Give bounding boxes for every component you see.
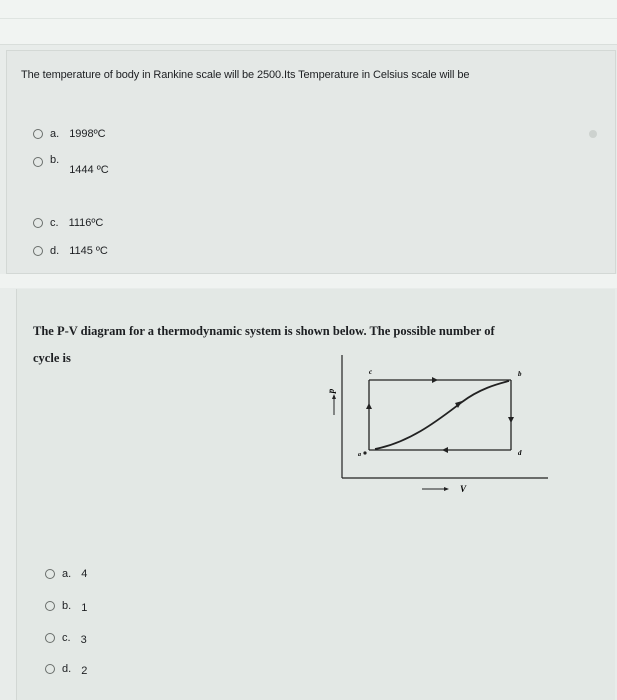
point-a-label: a — [358, 452, 361, 458]
question-1-text: The temperature of body in Rankine scale will be 2500.Its Temperature in Celsius scale will be — [21, 69, 470, 81]
p-axis-label: p — [326, 388, 336, 394]
radio-button[interactable] — [33, 129, 43, 139]
radio-button[interactable] — [33, 218, 43, 228]
question-2-option-b[interactable] — [45, 598, 87, 614]
arrow-left — [442, 447, 448, 453]
option-value: 1145 ºC — [69, 245, 108, 257]
question-2-text: The P-V diagram for a thermodynamic system is shown below. The possible number of cycle is — [33, 324, 495, 365]
question-2-option-d[interactable] — [45, 661, 87, 677]
radio-button[interactable] — [33, 157, 43, 167]
option-letter: b. — [50, 154, 60, 166]
option-value: 1 — [81, 602, 88, 614]
p-axis-arrowhead — [332, 394, 336, 399]
v-axis-label: V — [460, 484, 467, 494]
option-letter: d. — [50, 245, 60, 257]
v-axis-arrowhead — [444, 487, 449, 491]
option-value: 3 — [80, 634, 87, 646]
arrow-up — [366, 403, 372, 409]
option-value: 1444 ºC — [69, 164, 109, 176]
option-value: 2 — [81, 665, 88, 677]
question-2-option-c[interactable] — [45, 630, 87, 646]
radio-button[interactable] — [45, 633, 55, 643]
option-letter: b. — [62, 600, 72, 612]
question-1-option-a[interactable] — [33, 128, 106, 140]
card-separator — [0, 274, 617, 288]
option-letter: a. — [62, 568, 72, 580]
option-letter: d. — [62, 663, 72, 675]
option-letter: c. — [62, 632, 71, 644]
question-1-option-d[interactable] — [33, 245, 108, 257]
option-value: 1998ºC — [69, 128, 106, 140]
process-a-b-curve — [375, 381, 509, 449]
top-divider — [0, 18, 617, 19]
option-value: 1116ºC — [68, 217, 104, 229]
arrow-down — [508, 417, 514, 423]
arrow-right — [432, 377, 438, 383]
point-d-label: d — [518, 449, 522, 457]
question-1-option-b[interactable] — [33, 154, 109, 176]
question-card-1 — [6, 50, 616, 274]
flag-icon[interactable] — [589, 130, 597, 138]
option-value: 4 — [81, 568, 88, 580]
radio-button[interactable] — [33, 246, 43, 256]
radio-button[interactable] — [45, 664, 55, 674]
point-a-dot — [363, 451, 366, 454]
point-c-label: c — [369, 368, 373, 376]
option-letter: a. — [50, 128, 60, 140]
question-card-2 — [16, 289, 615, 700]
top-bar — [0, 0, 617, 45]
radio-button[interactable] — [45, 569, 55, 579]
question-1-option-c[interactable] — [33, 217, 103, 229]
option-letter: c. — [50, 217, 59, 229]
point-b-label: b — [518, 370, 522, 378]
question-2-option-a[interactable] — [45, 568, 87, 580]
radio-button[interactable] — [45, 601, 55, 611]
pv-diagram — [322, 347, 552, 497]
